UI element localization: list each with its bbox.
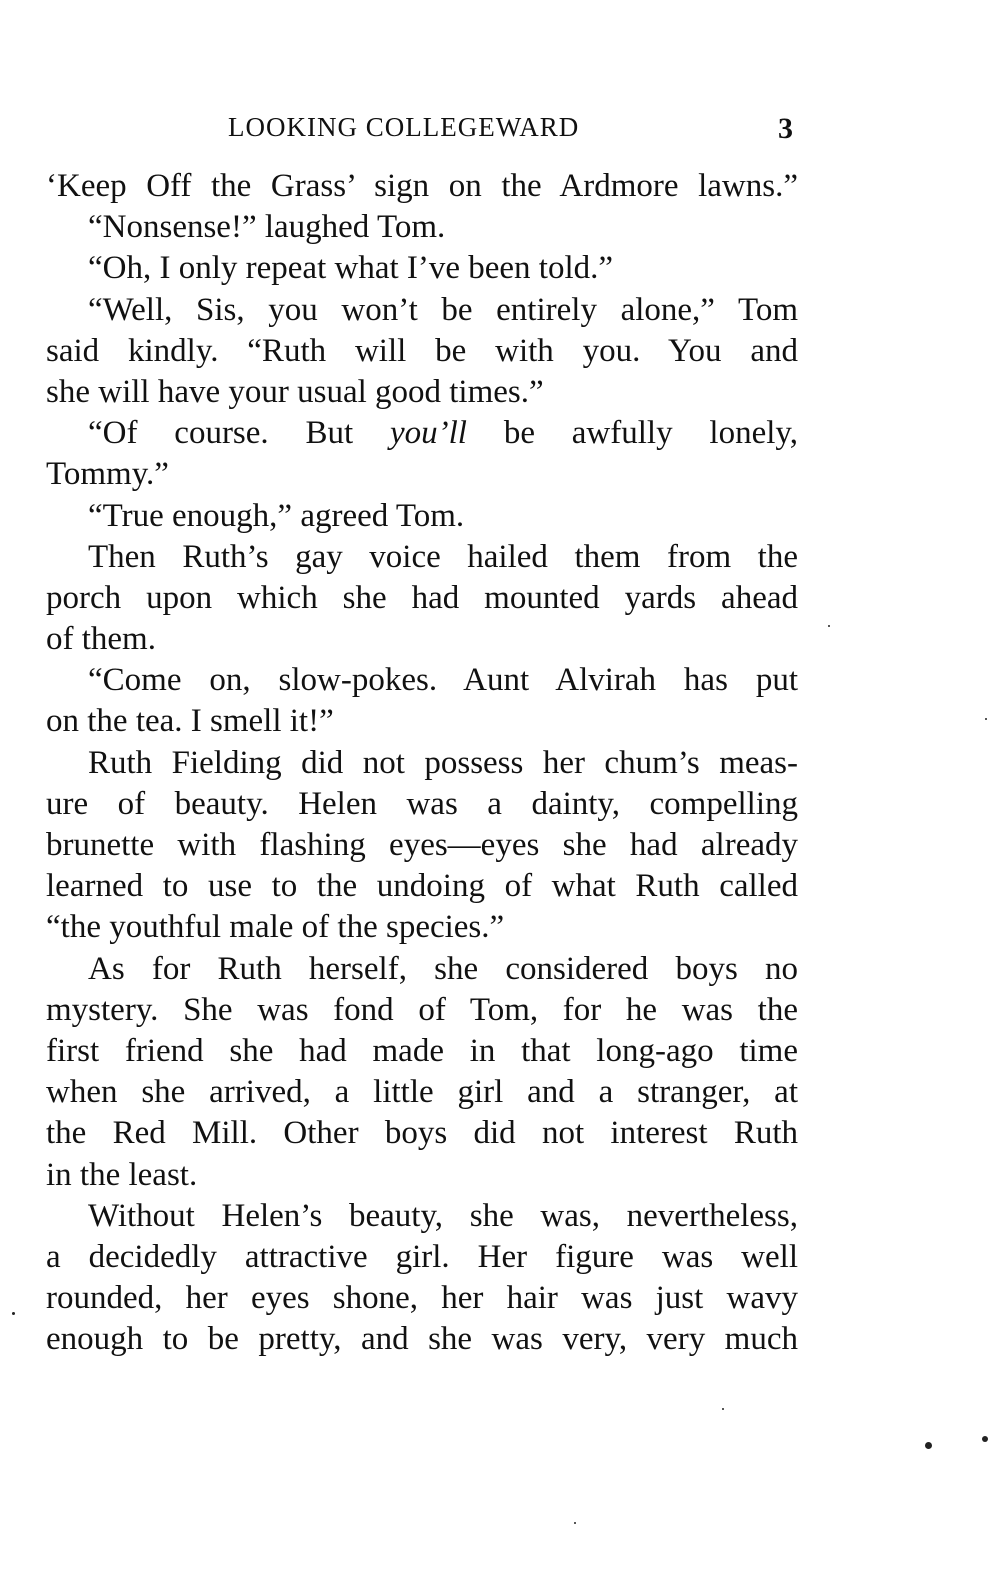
text-line: “Come on, slow-pokes. Aunt Alvirah has put bbox=[88, 662, 798, 699]
text-line: first friend she had made in that long-ago time bbox=[46, 1032, 798, 1069]
text-line: mystery. She was fond of Tom, for he was the bbox=[46, 991, 798, 1028]
text-line: said kindly. “Ruth will be with you. You and bbox=[46, 332, 798, 369]
page-number: 3 bbox=[778, 112, 793, 145]
text-line: As for Ruth herself, she considered boys no bbox=[88, 950, 798, 987]
ink-speck bbox=[985, 718, 987, 720]
text-line: ‘Keep Off the Grass’ sign on the Ardmore lawns.” bbox=[46, 168, 798, 204]
text-line: she will have your usual good times.” bbox=[46, 373, 544, 410]
text-line: rounded, her eyes shone, her hair was just wavy bbox=[46, 1280, 798, 1317]
text-line: in the least. bbox=[46, 1156, 198, 1193]
text-line: Then Ruth’s gay voice hailed them from the bbox=[88, 538, 798, 575]
text-line-with-emphasis bbox=[46, 413, 798, 454]
text-line: “Well, Sis, you won’t be entirely alone,” Tom bbox=[88, 291, 798, 328]
body-text bbox=[46, 166, 798, 1360]
ink-speck bbox=[12, 1312, 15, 1315]
text-line: porch upon which she had mounted yards ahead bbox=[46, 579, 798, 616]
text-line: Ruth Fielding did not possess her chum’s meas- bbox=[88, 744, 798, 781]
ink-speck bbox=[828, 625, 830, 627]
text-line: ure of beauty. Helen was a dainty, compelling bbox=[46, 785, 798, 822]
running-head bbox=[0, 112, 994, 152]
text-line: “Nonsense!” laughed Tom. bbox=[88, 209, 446, 246]
running-title: LOOKING COLLEGEWARD bbox=[228, 112, 580, 142]
text-line: “the youthful male of the species.” bbox=[46, 909, 505, 946]
text-line: Tommy.” bbox=[46, 456, 169, 493]
text-line: Without Helen’s beauty, she was, nevertheless, bbox=[88, 1197, 798, 1234]
ink-speck bbox=[574, 1522, 576, 1524]
text-line: on the tea. I smell it!” bbox=[46, 703, 334, 740]
ink-speck bbox=[722, 1408, 724, 1410]
text-line: of them. bbox=[46, 621, 156, 658]
text-line: enough to be pretty, and she was very, very much bbox=[46, 1321, 798, 1358]
text-line: a decidedly attractive girl. Her figure was well bbox=[46, 1238, 798, 1275]
text-line: “Oh, I only repeat what I’ve been told.” bbox=[88, 250, 614, 287]
text-line: when she arrived, a little girl and a stranger, at bbox=[46, 1074, 798, 1111]
text-line: the Red Mill. Other boys did not interest Ruth bbox=[46, 1115, 798, 1152]
text-line: brunette with flashing eyes—eyes she had already bbox=[46, 827, 798, 863]
ink-speck bbox=[982, 1436, 988, 1442]
ink-speck bbox=[925, 1442, 932, 1449]
emphasis-word: you’ll bbox=[390, 415, 467, 452]
text-line: “True enough,” agreed Tom. bbox=[88, 497, 465, 534]
text-line: learned to use to the undoing of what Ruth called bbox=[46, 868, 798, 905]
text-segment: “Of course. But bbox=[88, 415, 354, 452]
text-segment: be awfully lonely, bbox=[503, 415, 799, 452]
